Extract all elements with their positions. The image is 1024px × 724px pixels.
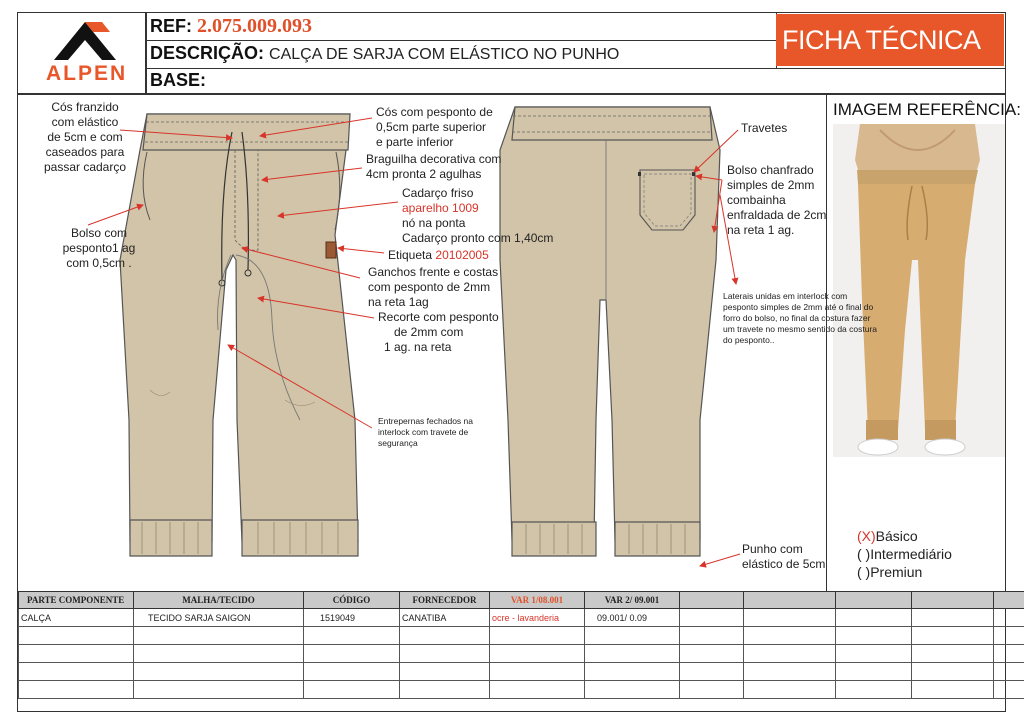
col-header bbox=[912, 592, 994, 609]
level-intermediario[interactable]: ( )Intermediário bbox=[857, 546, 952, 562]
table-cell bbox=[134, 663, 304, 681]
table-row bbox=[19, 609, 1024, 627]
table-cell bbox=[836, 627, 912, 645]
table-cell bbox=[680, 681, 744, 699]
col-header bbox=[744, 592, 836, 609]
table-cell bbox=[744, 681, 836, 699]
table-cell bbox=[994, 681, 1024, 699]
table-cell: 1519049 bbox=[304, 609, 400, 627]
table-cell bbox=[744, 663, 836, 681]
col-header: VAR 1/08.001 bbox=[490, 592, 585, 609]
note-line: Laterais unidas em interlock com bbox=[723, 291, 848, 301]
col-header bbox=[994, 592, 1024, 609]
note-line: um travete no mesmo sentido da costura bbox=[723, 324, 878, 334]
level-premium[interactable]: ( )Premiun bbox=[857, 564, 923, 580]
note-line: Entrepernas fechados na bbox=[378, 416, 473, 426]
table-cell bbox=[304, 627, 400, 645]
note-line: com pesponto de 2mm bbox=[368, 280, 491, 294]
table-cell bbox=[490, 645, 585, 663]
table-cell bbox=[490, 663, 585, 681]
note-line: caseados para bbox=[45, 145, 125, 159]
table-cell bbox=[912, 609, 994, 627]
col-header bbox=[680, 592, 744, 609]
table-cell bbox=[744, 645, 836, 663]
note-line: Cós com pesponto de bbox=[376, 105, 493, 119]
note-recorte bbox=[378, 310, 499, 355]
table-cell: CANATIBA bbox=[400, 609, 490, 627]
note-line: de 5cm e com bbox=[47, 130, 123, 144]
table-cell bbox=[680, 627, 744, 645]
table-cell bbox=[134, 627, 304, 645]
table-cell bbox=[994, 645, 1024, 663]
note-line: na reta 1 ag. bbox=[727, 223, 795, 237]
brand-name: ALPEN bbox=[46, 62, 128, 85]
table-cell bbox=[744, 627, 836, 645]
table-cell bbox=[836, 681, 912, 699]
table-cell bbox=[304, 663, 400, 681]
note-cos-pesponto bbox=[376, 105, 493, 150]
table-cell bbox=[912, 645, 994, 663]
table-cell bbox=[836, 609, 912, 627]
note-punho bbox=[742, 542, 825, 572]
col-header: FORNECEDOR bbox=[400, 592, 490, 609]
ref-label: REF: bbox=[150, 16, 192, 36]
table-cell bbox=[304, 645, 400, 663]
col-header bbox=[836, 592, 912, 609]
note-line: forro do bolso, no final da costura fazer bbox=[723, 313, 871, 323]
table-cell bbox=[19, 645, 134, 663]
note-entrepernas bbox=[378, 416, 473, 449]
col-header: VAR 2/ 09.001 bbox=[585, 592, 680, 609]
note-line: nó na ponta bbox=[402, 216, 466, 230]
col-header: CÓDIGO bbox=[304, 592, 400, 609]
note-line: Cadarço friso bbox=[402, 186, 474, 200]
table-cell bbox=[912, 627, 994, 645]
table-cell bbox=[304, 681, 400, 699]
table-cell: ocre - lavanderia bbox=[490, 609, 585, 627]
table-cell: TECIDO SARJA SAIGON bbox=[134, 609, 304, 627]
table-cell bbox=[744, 609, 836, 627]
note-line: de 2mm com bbox=[394, 325, 464, 339]
ficha-tecnica-title: FICHA TÉCNICA bbox=[776, 14, 1004, 66]
table-cell bbox=[490, 681, 585, 699]
ref-value: 2.075.009.093 bbox=[197, 15, 313, 37]
note-line: Braguilha decorativa com bbox=[366, 152, 502, 166]
note-bolso-chanfrado bbox=[727, 163, 826, 238]
table-cell: 09.001/ 0.09 bbox=[585, 609, 680, 627]
note-line: 0,5cm parte superior bbox=[376, 120, 487, 134]
table-cell bbox=[680, 609, 744, 627]
table-cell bbox=[836, 645, 912, 663]
base-label: BASE: bbox=[150, 70, 207, 90]
note-line: interlock com travete de bbox=[378, 427, 469, 437]
note-cos-franzido bbox=[40, 100, 130, 175]
col-header: PARTE COMPONENTE bbox=[19, 592, 134, 609]
note-line: elástico de 5cm bbox=[742, 557, 826, 571]
note-etiqueta bbox=[388, 248, 489, 263]
table-cell bbox=[134, 681, 304, 699]
note-bolso bbox=[58, 226, 140, 271]
note-line: com 0,5cm . bbox=[66, 256, 132, 270]
table-cell bbox=[680, 645, 744, 663]
back-pants-drawing bbox=[500, 107, 720, 556]
level-basico[interactable] bbox=[857, 527, 952, 545]
table-cell bbox=[585, 627, 680, 645]
note-line: e parte inferior bbox=[376, 135, 454, 149]
front-pants-drawing bbox=[120, 114, 358, 556]
note-line: na reta 1ag bbox=[368, 295, 429, 309]
note-line: Travetes bbox=[741, 121, 788, 135]
table-header-row bbox=[19, 592, 1024, 609]
table-cell bbox=[994, 609, 1024, 627]
note-braguilha bbox=[366, 152, 501, 182]
table-row bbox=[19, 645, 1024, 663]
table-cell bbox=[585, 663, 680, 681]
table-cell bbox=[836, 663, 912, 681]
note-cadarco bbox=[402, 186, 553, 246]
table-cell bbox=[19, 681, 134, 699]
note-line: do pesponto.. bbox=[723, 335, 775, 345]
note-line: 4cm pronta 2 agulhas bbox=[366, 167, 482, 181]
table-cell bbox=[134, 645, 304, 663]
table-cell bbox=[585, 681, 680, 699]
note-ganchos bbox=[368, 265, 498, 310]
table-cell bbox=[490, 627, 585, 645]
note-line: 1 ag. na reta bbox=[384, 340, 452, 354]
note-line: passar cadarço bbox=[43, 160, 127, 174]
table-cell bbox=[994, 663, 1024, 681]
components-table bbox=[18, 591, 1024, 699]
note-line: pesponto1 ag bbox=[62, 241, 136, 255]
note-line: (X) bbox=[857, 528, 876, 544]
note-line: segurança bbox=[378, 438, 418, 448]
note-line: com elástico bbox=[51, 115, 119, 129]
note-line: Bolso com bbox=[70, 226, 128, 240]
table-cell bbox=[994, 627, 1024, 645]
note-line: Etiqueta bbox=[388, 248, 433, 262]
table-row bbox=[19, 663, 1024, 681]
table-row bbox=[19, 681, 1024, 699]
note-line: Punho com bbox=[742, 542, 803, 556]
descricao-value: CALÇA DE SARJA COM ELÁSTICO NO PUNHO bbox=[269, 46, 620, 63]
note-line: Bolso chanfrado bbox=[727, 163, 814, 177]
note-line: Recorte com pesponto bbox=[378, 310, 499, 324]
note-line: combainha bbox=[727, 193, 786, 207]
table-cell bbox=[19, 663, 134, 681]
table-cell: CALÇA bbox=[19, 609, 134, 627]
note-travetes bbox=[741, 121, 787, 136]
table-cell bbox=[912, 663, 994, 681]
note-line: Cadarço pronto com 1,40cm bbox=[402, 231, 554, 245]
note-line: 20102005 bbox=[435, 248, 489, 262]
table-cell bbox=[400, 663, 490, 681]
table-row bbox=[19, 627, 1024, 645]
table-cell bbox=[19, 627, 134, 645]
note-line: Cós franzido bbox=[51, 100, 119, 114]
table-cell bbox=[400, 627, 490, 645]
table-cell bbox=[912, 681, 994, 699]
table-cell bbox=[585, 645, 680, 663]
note-line: Básico bbox=[875, 528, 918, 544]
note-line: enfraldada de 2cm bbox=[727, 208, 827, 222]
note-laterais bbox=[723, 291, 877, 346]
imagem-referencia-title: IMAGEM REFERÊNCIA: bbox=[833, 100, 1021, 119]
level-selector bbox=[857, 527, 952, 581]
note-line: Ganchos frente e costas bbox=[368, 265, 499, 279]
descricao-label: DESCRIÇÃO: bbox=[150, 43, 265, 63]
col-header: MALHA/TECIDO bbox=[134, 592, 304, 609]
note-line: aparelho 1009 bbox=[402, 201, 479, 215]
note-line: simples de 2mm bbox=[727, 178, 815, 192]
table-cell bbox=[400, 645, 490, 663]
note-line: pesponto simples de 2mm até o final do bbox=[723, 302, 874, 312]
table-cell bbox=[680, 663, 744, 681]
table-cell bbox=[400, 681, 490, 699]
